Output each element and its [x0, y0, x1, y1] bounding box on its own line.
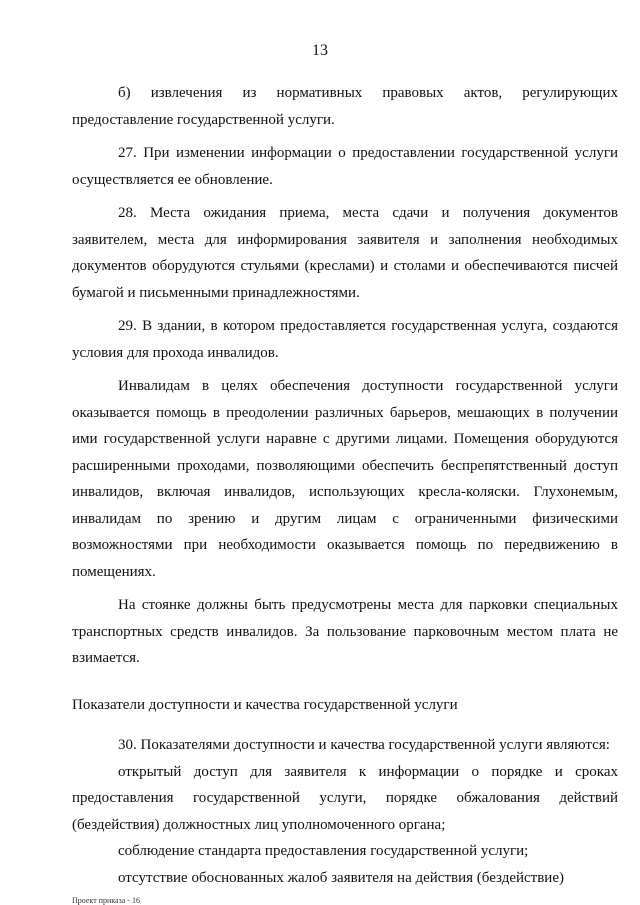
paragraph-b: б) извлечения из нормативных правовых актов, регулирующих предоставление государственной услуги. — [72, 85, 618, 128]
paragraph-30: 30. Показателями доступности и качества государственной услуги являются: — [118, 737, 610, 753]
paragraph-28: 28. Места ожидания приема, места сдачи и получения документов заявителем, места для информирования заявителя и заполнения необходимых документов оборудуются стульями (креслами) и столами и обеспечиваются писчей бумагой и письменными принадлежностями. — [72, 205, 618, 301]
paragraph-29: 29. В здании, в котором предоставляется государственная услуга, создаются условия для прохода инвалидов. — [72, 318, 618, 361]
section-heading: Показатели доступности и качества государственной услуги — [72, 696, 458, 713]
list-item-standard: соблюдение стандарта предоставления государственной услуги; — [118, 843, 529, 859]
list-item-open-access: открытый доступ для заявителя к информации о порядке и сроках предоставления государственной услуги, порядке обжалования действий (бездействия) должностных лиц уполномоченного органа; — [72, 763, 618, 833]
paragraph-27: 27. При изменении информации о предоставлении государственной услуги осуществляется ее обновление. — [72, 145, 618, 188]
page-number: 13 — [312, 42, 328, 59]
document-body — [72, 80, 618, 891]
paragraph-parking: На стоянке должны быть предусмотрены места для парковки специальных транспортных средств инвалидов. За пользование парковочным местом плата не взимается. — [72, 597, 618, 666]
footer-note: Проект приказа - 16 — [72, 896, 140, 905]
paragraph-accessibility-help: Инвалидам в целях обеспечения доступности государственной услуги оказывается помощь в преодолении различных барьеров, мешающих в получении ими государственной услуги наравне с другими лицами. Помещения оборудуются расширенными проходами, позволяющими обеспечить беспрепятственный доступ инвалидов, включая инвалидов, использующих кресла-коляски. Глухонемым, инвалидам по зрению и другим лицам с ограниченными физическими возможностями при необходимости оказывается помощь по передвижению в помещениях. — [72, 378, 618, 580]
list-item-no-complaints: отсутствие обоснованных жалоб заявителя на действия (бездействие) — [118, 869, 564, 886]
